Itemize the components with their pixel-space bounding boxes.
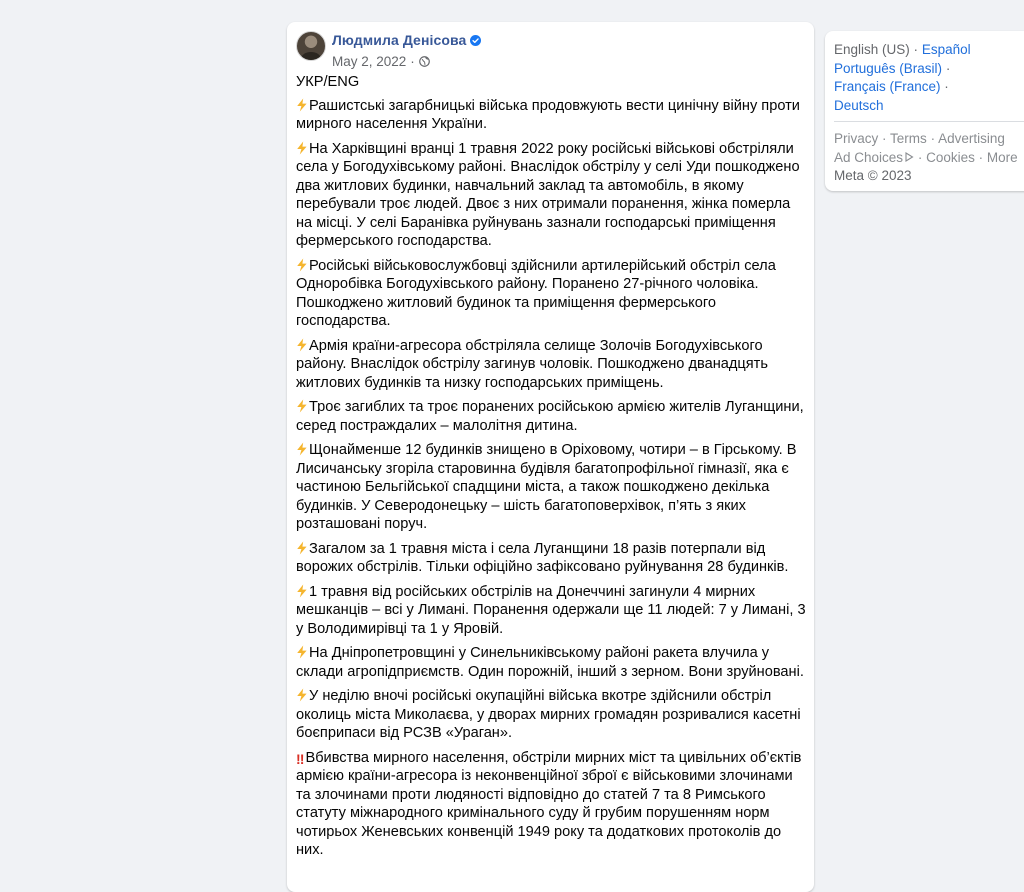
footer-link-cookies[interactable]: Cookies — [926, 149, 975, 165]
sidebar-divider — [834, 121, 1024, 122]
double-exclamation-icon: ‼ — [296, 750, 303, 767]
language-link-portuguese[interactable]: Português (Brasil) — [834, 60, 943, 76]
paragraph-text: Рашистські загарбницькі війська продовжують вести цинічну війну проти мирного населення України. — [296, 97, 800, 132]
lang-separator: · — [944, 79, 949, 94]
language-link-spanish[interactable]: Español — [921, 42, 971, 57]
footer-separator: · — [882, 131, 887, 146]
lightning-icon — [296, 541, 308, 555]
author-name-link[interactable]: Людмила Денісова — [332, 32, 467, 48]
post-body — [296, 73, 808, 866]
ad-choices-icon[interactable] — [904, 152, 914, 162]
sidebar-footer-card — [825, 31, 1024, 191]
footer-link-advertising[interactable]: Advertising — [938, 131, 1005, 146]
paragraph-text: 1 травня від російських обстрілів на Донеччині загинули 4 мирних мешканців – всі у Лимані. Поранення одержали ще 11 людей: 7 у Лимані, 3 у Володимирівці та 1 у Яровій. — [296, 583, 806, 637]
footer-link-terms[interactable]: Terms — [890, 131, 927, 146]
lightning-icon — [296, 258, 308, 272]
language-link-german[interactable]: Deutsch — [834, 97, 884, 113]
copyright-text: Meta © 2023 — [834, 168, 912, 183]
verified-badge-icon — [470, 35, 481, 46]
post-paragraph — [296, 749, 808, 860]
post-meta — [332, 52, 430, 70]
author-row — [332, 31, 481, 50]
current-language: English (US) — [834, 42, 910, 57]
post-paragraph — [296, 583, 808, 639]
paragraph-text: Загалом за 1 травня міста і села Луганщини 18 разів потерпали від ворожих обстрілів. Тільки офіційно зафіксовано руйнування 28 будинків. — [296, 540, 789, 575]
footer-separator: · — [917, 149, 923, 165]
post-paragraph — [296, 140, 808, 251]
footer-links — [834, 130, 1024, 186]
post-date-link[interactable]: May 2, 2022 — [332, 53, 407, 69]
post-card — [287, 22, 814, 892]
paragraph-text: Вбивства мирного населення, обстріли мирних міст та цивільних об’єктів армією країни-агресора із неконвенційної зброї є військовими злочинами та злочинами проти людяності відповідно до статей 7 та 8 Римського статуту міжнародного кримінального суду й грубим порушенням норм чотирьох Женевських конвенцій 1949 року та додаткових протоколів до них. — [296, 749, 802, 858]
lightning-icon — [296, 98, 308, 112]
paragraph-text: На Харківщині вранці 1 травня 2022 року російські військові обстріляли села у Богодухівському районі. Внаслідок обстрілу у селі Уди пошкоджено два житлових будинки, навчальний заклад та автомобіль, в якому перебували троє людей. Двоє з них отримали поранення, жінка померла на місці. У селі Баранівка руйнувань зазнали господарські приміщення фермерського господарства. — [296, 140, 800, 249]
paragraph-text: Армія країни-агресора обстріляла селище Золочів Богодухівського району. Внаслідок обстрілу загинув чоловік. Пошкоджено дванадцять житлових будинків та низку господарських приміщень. — [296, 337, 768, 391]
post-paragraph — [296, 687, 808, 743]
avatar-figure — [301, 52, 321, 61]
post-paragraph — [296, 97, 808, 134]
footer-link-privacy[interactable]: Privacy — [834, 131, 879, 146]
globe-audience-icon[interactable] — [419, 56, 430, 67]
author-avatar[interactable] — [296, 31, 326, 61]
paragraph-text: У неділю вночі російські окупаційні війська вкотре здійснили обстріл околиць міста Миколаєва, у дворах мирних громадян розривалися касетні боєприпаси від РСЗВ «Ураган». — [296, 688, 801, 741]
post-paragraph — [296, 441, 808, 534]
post-paragraph — [296, 540, 808, 577]
post-header — [296, 31, 804, 67]
post-paragraph — [296, 337, 808, 393]
paragraph-text: Щонайменше 12 будинків знищено в Оріховому, чотири – в Гірському. В Лисичанську згоріла старовинна будівля багатопрофільної гімназії, яка є частиною Бельгійської спадщини міста, а також пошкоджено декілька будинків. У Северодонецьку – шість багатоповерхівок, п’ять з яких розташовані поруч. — [296, 442, 797, 532]
post-language-tag: УКР/ENG — [296, 74, 360, 90]
footer-link-ad-choices[interactable]: Ad Choices — [834, 149, 904, 165]
language-selector — [834, 41, 1009, 115]
lightning-icon — [296, 688, 308, 702]
post-paragraph — [296, 257, 808, 331]
lightning-icon — [296, 442, 308, 456]
paragraph-text: Троє загиблих та троє поранених російською армією жителів Луганщини, серед постраждалих – малолітня дитина. — [296, 399, 804, 434]
lang-separator: · — [913, 42, 919, 57]
lang-separator: · — [945, 60, 951, 76]
lightning-icon — [296, 645, 308, 659]
post-paragraph — [296, 398, 808, 435]
lightning-icon — [296, 399, 308, 413]
lightning-icon — [296, 141, 308, 155]
footer-separator: · — [930, 131, 936, 146]
meta-separator: · — [410, 53, 415, 69]
language-link-french[interactable]: Français (France) — [834, 79, 941, 94]
footer-separator: · — [978, 149, 984, 165]
paragraph-text: На Дніпропетровщині у Синельниківському районі ракета влучила у склади агропідприємств. Один порожній, інший з зерном. Вони зруйновані. — [296, 645, 804, 680]
paragraph-text: Російські військовослужбовці здійснили артилерійський обстріл села Одноробівка Богодухівського району. Поранено 27-річного чоловіка. Пошкоджено житловий будинок та приміщення фермерського господарства. — [296, 257, 776, 329]
lightning-icon — [296, 338, 308, 352]
lightning-icon — [296, 584, 308, 598]
footer-link-more[interactable]: More — [986, 149, 1018, 165]
post-paragraph — [296, 644, 808, 681]
